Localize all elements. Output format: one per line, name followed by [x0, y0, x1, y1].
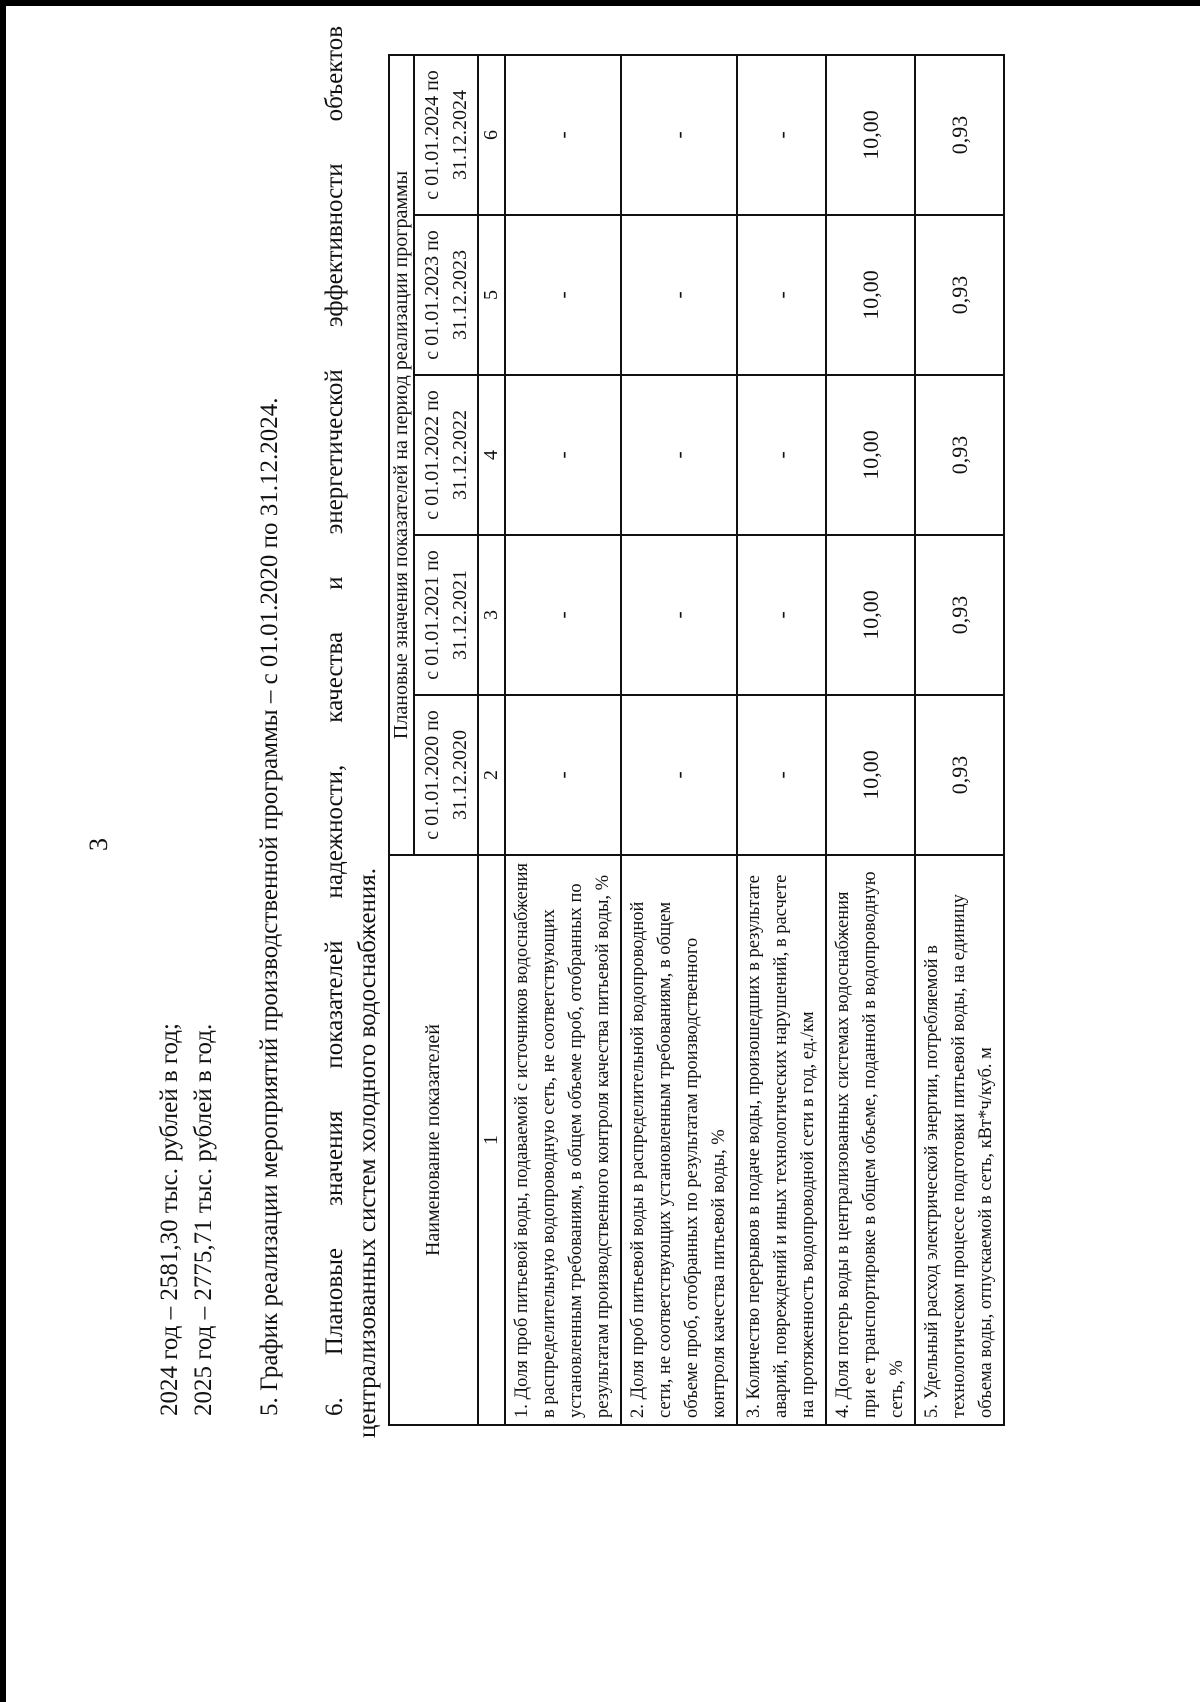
- indicator-value: 10,00: [826, 375, 915, 535]
- column-number: 5: [478, 215, 505, 375]
- section-6-word: значения: [321, 1110, 348, 1206]
- indicator-value: -: [505, 55, 621, 215]
- indicator-name: 4. Доля потерь воды в централизованных системах водоснабжения при ее транспортировке в общем объеме, поданной в водопроводную сеть, %: [826, 855, 915, 1425]
- cost-line-2025: 2025 год – 2775,71 тыс. рублей в год.: [190, 1023, 217, 1416]
- indicator-value: -: [505, 215, 621, 375]
- column-number: 3: [478, 535, 505, 695]
- table-row: [737, 55, 826, 1425]
- section-6-word: 6.: [321, 1397, 348, 1416]
- section-6-word: Плановые: [321, 1247, 348, 1356]
- column-number-row: [478, 55, 505, 1425]
- section-6-heading-continuation: централизованных систем холодного водоснабжения.: [354, 868, 381, 1438]
- page-number: 3: [84, 838, 113, 851]
- section-6-heading: [321, 26, 349, 1416]
- section-6-word: показателей: [321, 940, 348, 1069]
- indicator-value: -: [621, 375, 737, 535]
- indicator-value: 0,93: [915, 55, 1004, 215]
- column-number: 2: [478, 695, 505, 855]
- indicator-value: -: [505, 375, 621, 535]
- indicator-name: 2. Доля проб питьевой воды в распределительной водопроводной сети, не соответствующих установленным требованиям, в общем объеме проб, отобранных по результатам производственного контроля качества питьевой воды, %: [621, 855, 737, 1425]
- indicator-value: 0,93: [915, 375, 1004, 535]
- indicator-value: 0,93: [915, 695, 1004, 855]
- table-row: [915, 55, 1004, 1425]
- section-6-word: и: [321, 576, 348, 590]
- period-column-header: с 01.01.2023 по 31.12.2023: [414, 215, 478, 375]
- indicator-value: -: [621, 55, 737, 215]
- table-row: [826, 55, 915, 1425]
- period-column-header: с 01.01.2021 по 31.12.2021: [414, 535, 478, 695]
- table-row: [621, 55, 737, 1425]
- period-column-header: с 01.01.2020 по 31.12.2020: [414, 695, 478, 855]
- indicator-value: -: [737, 55, 826, 215]
- section-6-word: эффективности: [321, 163, 348, 328]
- section-6-word: качества: [321, 631, 348, 723]
- column-number: 1: [478, 855, 505, 1425]
- indicator-value: -: [737, 695, 826, 855]
- cost-line-2024: 2024 год – 2581,30 тыс. рублей в год;: [156, 1023, 183, 1416]
- indicator-value: -: [505, 695, 621, 855]
- indicator-value: 10,00: [826, 535, 915, 695]
- indicator-value: -: [621, 215, 737, 375]
- section-6-word: надежности,: [321, 764, 348, 899]
- period-column-header: с 01.01.2024 по 31.12.2024: [414, 55, 478, 215]
- indicator-value: 10,00: [826, 55, 915, 215]
- section-5-heading: 5. График реализации мероприятий производственной программы – с 01.01.2020 по 31.12.2024.: [256, 397, 283, 1416]
- indicator-value: -: [621, 535, 737, 695]
- indicator-value: -: [737, 535, 826, 695]
- indicator-name: 5. Удельный расход электрической энергии, потребляемой в технологическом процессе подготовки питьевой воды, на единицу объема воды, отпускаемой в сеть, кВт*ч/куб. м: [915, 855, 1004, 1425]
- indicator-value: 10,00: [826, 695, 915, 855]
- column-number: 6: [478, 55, 505, 215]
- indicator-name: 1. Доля проб питьевой воды, подаваемой с источников водоснабжения в распределительную водопроводную сеть, не соответствующих установленным требованиям, в общем объеме проб, отобранных по результатам производственного контроля качества питьевой воды, %: [505, 855, 621, 1425]
- rotated-content: [6, 6, 1194, 1696]
- indicator-value: 10,00: [826, 215, 915, 375]
- indicator-value: -: [621, 695, 737, 855]
- table-row: [505, 55, 621, 1425]
- indicator-value: 0,93: [915, 535, 1004, 695]
- indicator-value: -: [737, 215, 826, 375]
- indicators-table-body: [505, 55, 1004, 1425]
- indicators-table: [388, 54, 1005, 1426]
- indicator-value: -: [737, 375, 826, 535]
- indicator-name-header: Наименование показателей: [389, 855, 478, 1425]
- indicator-value: 0,93: [915, 215, 1004, 375]
- period-column-header: с 01.01.2022 по 31.12.2022: [414, 375, 478, 535]
- section-6-word: энергетической: [321, 369, 348, 535]
- section-6-word: объектов: [321, 26, 348, 122]
- column-number: 4: [478, 375, 505, 535]
- indicator-name: 3. Количество перерывов в подаче воды, произошедших в результате аварий, повреждений и иных технологических нарушений, в расчете на протяженность водопроводной сети в год, ед./км: [737, 855, 826, 1425]
- indicator-value: -: [505, 535, 621, 695]
- period-header: Плановые значения показателей на период реализации программы: [389, 55, 414, 855]
